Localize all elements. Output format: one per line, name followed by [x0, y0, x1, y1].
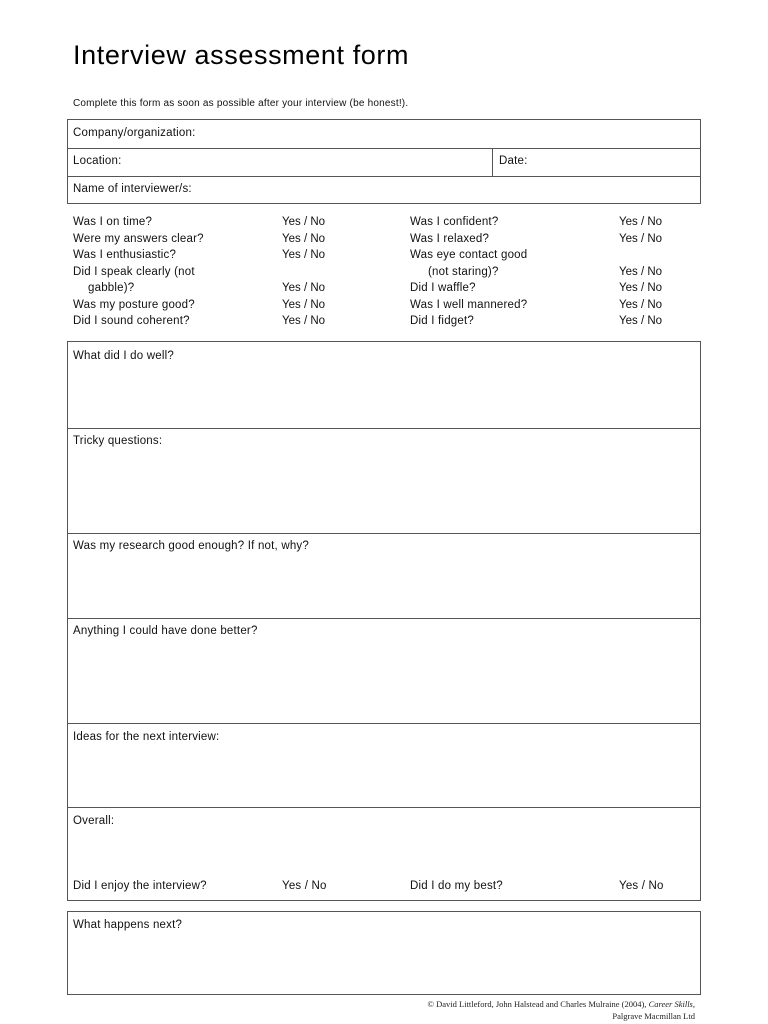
question-answers-clear: Were my answers clear?: [73, 233, 204, 245]
divider: [68, 723, 700, 724]
done-better-area[interactable]: [70, 642, 698, 720]
ideas-area[interactable]: [70, 748, 698, 804]
question-coherent: Did I sound coherent?: [73, 315, 190, 327]
divider: [68, 618, 700, 619]
research-area[interactable]: [70, 557, 698, 615]
next-steps-box: [67, 911, 701, 995]
company-field[interactable]: [208, 122, 688, 146]
location-field[interactable]: [138, 150, 483, 174]
divider: [68, 428, 700, 429]
done-better-label: Anything I could have done better?: [73, 625, 258, 637]
did-well-label: What did I do well?: [73, 350, 174, 362]
interviewers-field-label: Name of interviewer/s:: [73, 183, 192, 195]
page-title: Interview assessment form: [73, 40, 410, 70]
question-eye-contact: Was eye contact good: [410, 249, 528, 261]
question-speak-clearly: Did I speak clearly (not: [73, 266, 195, 278]
question-speak-clearly-cont: gabble)?: [88, 282, 135, 294]
divider: [68, 807, 700, 808]
answer-enthusiastic[interactable]: Yes / No: [282, 249, 326, 261]
question-relaxed: Was I relaxed?: [410, 233, 490, 245]
question-enthusiastic: Was I enthusiastic?: [73, 249, 177, 261]
company-field-label: Company/organization:: [73, 127, 196, 139]
copyright-credit: [428, 998, 695, 1022]
next-steps-area[interactable]: [70, 936, 698, 992]
date-field[interactable]: [538, 150, 688, 174]
overall-label: Overall:: [73, 815, 115, 827]
question-on-time: Was I on time?: [73, 216, 153, 228]
question-waffle: Did I waffle?: [410, 282, 476, 294]
ideas-label: Ideas for the next interview:: [73, 731, 220, 743]
overall-area[interactable]: [70, 832, 698, 872]
answer-on-time[interactable]: Yes / No: [282, 216, 326, 228]
location-field-label: Location:: [73, 155, 122, 167]
interviewers-field[interactable]: [208, 178, 688, 202]
question-well-mannered: Was I well mannered?: [410, 299, 528, 311]
answer-waffle[interactable]: Yes / No: [619, 282, 663, 294]
header-fields-box: [67, 119, 701, 204]
answer-relaxed[interactable]: Yes / No: [619, 233, 663, 245]
did-well-area[interactable]: [70, 366, 698, 426]
divider: [68, 533, 700, 534]
answer-answers-clear[interactable]: Yes / No: [282, 233, 326, 245]
date-field-label: Date:: [499, 155, 528, 167]
best-answer[interactable]: Yes / No: [619, 880, 664, 892]
research-label: Was my research good enough? If not, why?: [73, 540, 309, 552]
credit-line-2: Palgrave Macmillan Ltd: [612, 1011, 695, 1021]
answer-coherent[interactable]: Yes / No: [282, 315, 326, 327]
question-confident: Was I confident?: [410, 216, 499, 228]
question-posture: Was my posture good?: [73, 299, 195, 311]
next-steps-label: What happens next?: [73, 919, 183, 931]
answer-speak-clearly[interactable]: Yes / No: [282, 282, 326, 294]
answer-eye-contact[interactable]: Yes / No: [619, 266, 663, 278]
best-question: Did I do my best?: [410, 880, 503, 892]
question-fidget: Did I fidget?: [410, 315, 474, 327]
enjoy-answer[interactable]: Yes / No: [282, 880, 327, 892]
intro-instructions: Complete this form as soon as possible after your interview (be honest!).: [73, 98, 409, 109]
answer-fidget[interactable]: Yes / No: [619, 315, 663, 327]
tricky-questions-area[interactable]: [70, 452, 698, 530]
answer-confident[interactable]: Yes / No: [619, 216, 663, 228]
reflection-box: [67, 341, 701, 901]
tricky-questions-label: Tricky questions:: [73, 435, 163, 447]
enjoy-question: Did I enjoy the interview?: [73, 880, 207, 892]
answer-well-mannered[interactable]: Yes / No: [619, 299, 663, 311]
answer-posture[interactable]: Yes / No: [282, 299, 326, 311]
divider: [68, 148, 700, 149]
credit-line-1: [428, 998, 695, 1010]
question-eye-contact-cont: (not staring)?: [428, 266, 499, 278]
divider: [68, 176, 700, 177]
credit-book-title: Career Skills,: [648, 999, 695, 1009]
credit-authors: © David Littleford, John Halstead and Charles Mulraine (2004),: [427, 999, 647, 1009]
divider: [492, 148, 493, 176]
